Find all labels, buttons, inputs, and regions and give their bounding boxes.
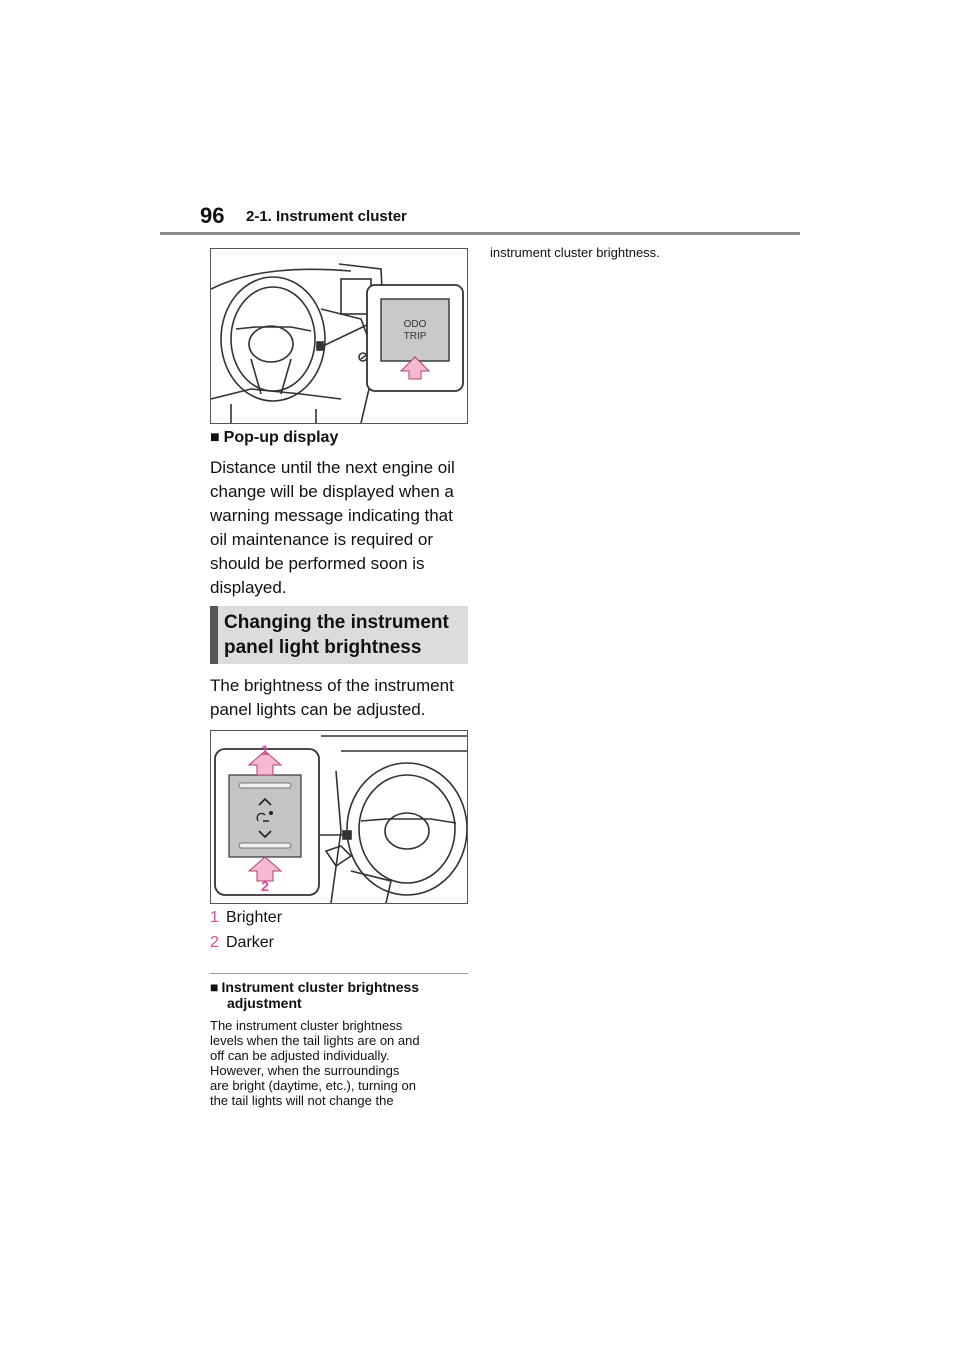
text-line: However, when the surroundings bbox=[210, 1063, 400, 1078]
legend-label: Darker bbox=[226, 934, 275, 951]
text-line: panel lights can be adjusted. bbox=[210, 700, 426, 719]
text-line: The instrument cluster brightness bbox=[210, 1018, 403, 1033]
dashboard-drawing bbox=[211, 249, 467, 423]
note-paragraph bbox=[210, 1018, 472, 1108]
brightness-switch-illustration bbox=[210, 730, 468, 904]
popup-paragraph bbox=[210, 456, 470, 600]
text-line: displayed. bbox=[210, 578, 287, 597]
text-line: levels when the tail lights are on and bbox=[210, 1033, 420, 1048]
dashboard-drawing bbox=[211, 731, 467, 903]
banner-accent-bar bbox=[210, 606, 218, 664]
note-heading: Instrument cluster brightness bbox=[221, 979, 420, 995]
popup-heading: Pop-up display bbox=[223, 429, 339, 446]
legend-item bbox=[210, 934, 274, 952]
square-bullet-icon: ■ bbox=[210, 979, 219, 995]
trip-label: TRIP bbox=[403, 331, 427, 342]
text-line: oil maintenance is required or bbox=[210, 530, 434, 549]
text-line: off can be adjusted individually. bbox=[210, 1048, 390, 1063]
banner-title bbox=[224, 610, 449, 660]
right-column-text: instrument cluster brightness. bbox=[490, 245, 660, 260]
callout-1-label: 1 bbox=[261, 742, 269, 758]
legend-item bbox=[210, 909, 282, 927]
text-line: the tail lights will not change the bbox=[210, 1093, 394, 1108]
text-line: change will be displayed when a bbox=[210, 482, 454, 501]
legend-number: 2 bbox=[210, 934, 219, 951]
text-line: are bright (daytime, etc.), turning on bbox=[210, 1078, 416, 1093]
legend-number: 1 bbox=[210, 909, 219, 926]
brightness-intro bbox=[210, 674, 472, 722]
note-heading-continued: adjustment bbox=[227, 995, 302, 1011]
square-bullet-icon: ■ bbox=[210, 429, 220, 446]
section-title: 2-1. Instrument cluster bbox=[246, 208, 407, 225]
odo-label: ODO bbox=[403, 319, 427, 330]
text-line: The brightness of the instrument bbox=[210, 676, 454, 695]
section-banner bbox=[210, 606, 468, 664]
note-heading-block bbox=[210, 979, 472, 1011]
text-line: Distance until the next engine oil bbox=[210, 458, 455, 477]
legend-label: Brighter bbox=[226, 909, 283, 926]
banner-line: panel light brightness bbox=[224, 637, 422, 658]
banner-line: Changing the instrument bbox=[224, 612, 449, 633]
header-divider bbox=[160, 232, 800, 235]
note-divider bbox=[210, 973, 468, 974]
odo-trip-illustration bbox=[210, 248, 468, 424]
text-line: warning message indicating that bbox=[210, 506, 453, 525]
text-line: should be performed soon is bbox=[210, 554, 425, 573]
popup-heading-block bbox=[210, 429, 338, 447]
page-number: 96 bbox=[200, 203, 225, 228]
callout-2-label: 2 bbox=[261, 878, 269, 894]
